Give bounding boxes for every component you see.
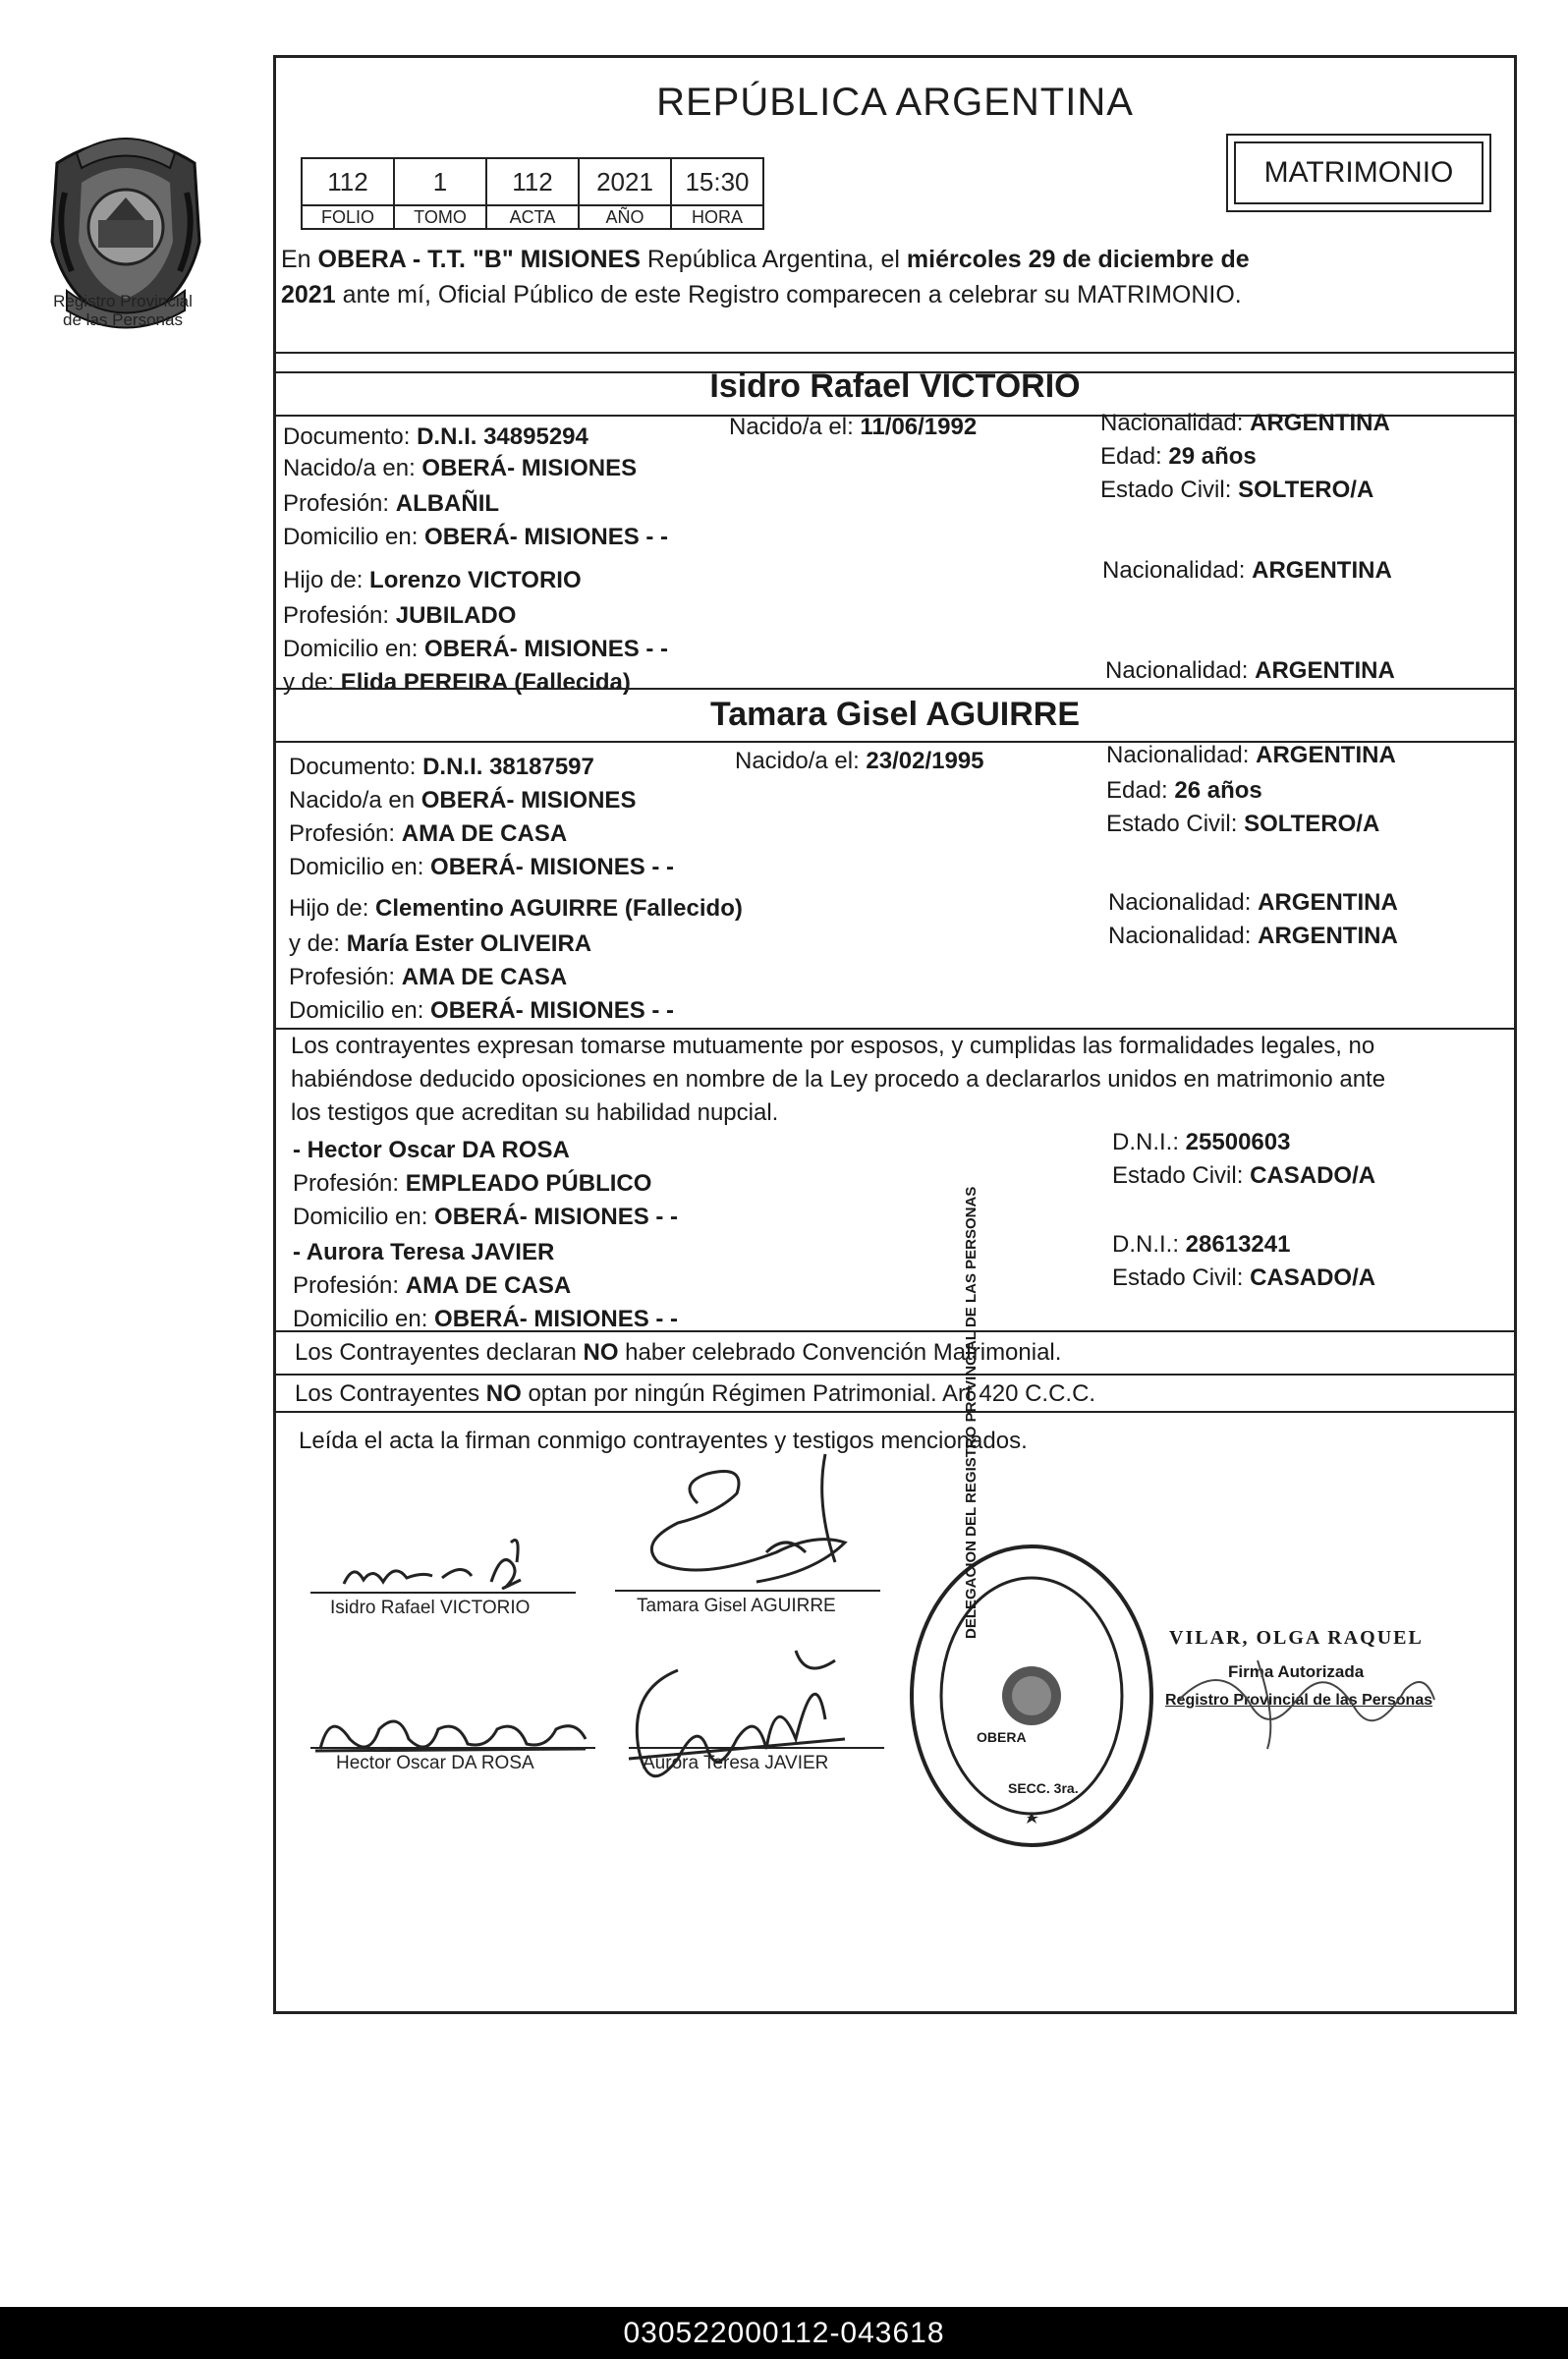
groom-birthdate: Nacido/a el: 11/06/1992 <box>729 414 978 440</box>
bride-document: Documento: D.N.I. 38187597 <box>289 754 594 780</box>
bride-father-nationality: Nacionalidad: ARGENTINA <box>1108 889 1398 916</box>
ano-value: 2021 <box>579 158 671 205</box>
witness-2-civil-status: Estado Civil: CASADO/A <box>1112 1264 1376 1291</box>
bride-signature-icon <box>619 1444 874 1611</box>
witness-2-signature-icon <box>609 1631 865 1808</box>
bride-profession: Profesión: AMA DE CASA <box>289 820 568 847</box>
acta-value: 112 <box>486 158 579 205</box>
document-code: 030522000112-043618 <box>0 2307 1568 2359</box>
bride-name: Tamara Gisel AGUIRRE <box>709 696 1080 733</box>
intro-date: miércoles 29 de diciembre de <box>906 246 1250 273</box>
convention-line-2: Los Contrayentes NO optan por ningún Régimen Patrimonial. Art 420 C.C.C. <box>295 1380 1096 1407</box>
bride-address: Domicilio en: OBERÁ- MISIONES - - <box>289 854 675 880</box>
folio-value: 112 <box>302 158 394 205</box>
groom-father: Hijo de: Lorenzo VICTORIO <box>283 567 582 593</box>
registry-caption: Registro Provincial de las Personas <box>53 292 193 329</box>
witness-1-signature-label: Hector Oscar DA ROSA <box>336 1753 534 1773</box>
official-org: Registro Provincial de las Personas <box>1165 1692 1433 1709</box>
page-title: REPÚBLICA ARGENTINA <box>656 81 1134 124</box>
official-signature-icon <box>1159 1641 1454 1759</box>
groom-address: Domicilio en: OBERÁ- MISIONES - - <box>283 524 669 550</box>
convention-line-1: Los Contrayentes declaran NO haber celebrado Convención Matrimonial. <box>295 1339 1062 1366</box>
groom-profession: Profesión: ALBAÑIL <box>283 490 500 517</box>
divider <box>273 1374 1517 1376</box>
groom-nationality: Nacionalidad: ARGENTINA <box>1100 410 1390 436</box>
witness-2-dni: D.N.I.: 28613241 <box>1112 1231 1291 1258</box>
signature-line <box>310 1592 576 1594</box>
witness-1-dni: D.N.I.: 25500603 <box>1112 1129 1291 1155</box>
tomo-label: TOMO <box>394 205 486 229</box>
registry-stamp-icon <box>904 1539 1159 1853</box>
groom-father-address: Domicilio en: OBERÁ- MISIONES - - <box>283 636 669 662</box>
document-type: MATRIMONIO <box>1234 141 1484 204</box>
groom-age: Edad: 29 años <box>1100 443 1257 470</box>
signature-line <box>629 1747 884 1749</box>
bride-birthplace: Nacido/a en OBERÁ- MISIONES <box>289 787 637 814</box>
witness-2-signature-label: Aurora Teresa JAVIER <box>643 1753 829 1773</box>
tomo-value: 1 <box>394 158 486 205</box>
declaration-paragraph: Los contrayentes expresan tomarse mutuamente por esposos, y cumplidas las formalidades legales, no habiéndose deducido oposiciones en nombre de la Ley procedo a declararlos unidos en matrimonio ante los testigos que acreditan su habilidad nupcial. <box>291 1033 1386 1126</box>
stamp-inner-left: OBERA <box>977 1729 1027 1745</box>
stamp-inner-bottom: SECC. 3ra. <box>1008 1780 1079 1796</box>
witness-1-address: Domicilio en: OBERÁ- MISIONES - - <box>293 1204 679 1230</box>
witness-2-address: Domicilio en: OBERÁ- MISIONES - - <box>293 1306 679 1332</box>
divider <box>273 352 1517 354</box>
bride-mother-profession: Profesión: AMA DE CASA <box>289 964 568 990</box>
bride-father: Hijo de: Clementino AGUIRRE (Fallecido) <box>289 895 743 922</box>
groom-mother-nationality: Nacionalidad: ARGENTINA <box>1105 657 1395 684</box>
document-type-box <box>1226 134 1491 212</box>
signature-line <box>310 1747 595 1749</box>
groom-signature-label: Isidro Rafael VICTORIO <box>330 1598 531 1618</box>
bride-mother-nationality: Nacionalidad: ARGENTINA <box>1108 923 1398 949</box>
groom-name: Isidro Rafael VICTORIO <box>709 367 1081 405</box>
closing-statement: Leída el acta la firman conmigo contrayentes y testigos mencionados. <box>299 1428 1028 1454</box>
official-name: VILAR, OLGA RAQUEL <box>1169 1627 1424 1649</box>
divider <box>273 1330 1517 1332</box>
witness-2-name: - Aurora Teresa JAVIER <box>293 1239 555 1265</box>
hora-value: 15:30 <box>671 158 763 205</box>
intro-paragraph: En OBERA - T.T. "B" MISIONES República Argentina, el miércoles 29 de diciembre de 2021 ante mí, Oficial Público de este Registro comparecen a celebrar su MATRIMONIO. <box>281 246 1250 309</box>
groom-document: Documento: D.N.I. 34895294 <box>283 423 588 450</box>
groom-father-profession: Profesión: JUBILADO <box>283 602 517 629</box>
intro-place: OBERA - T.T. "B" MISIONES <box>317 246 641 273</box>
official-role: Firma Autorizada <box>1228 1662 1365 1681</box>
register-boxes <box>301 157 764 230</box>
witness-1-name: - Hector Oscar DA ROSA <box>293 1137 570 1163</box>
groom-civil-status: Estado Civil: SOLTERO/A <box>1100 477 1374 503</box>
hora-label: HORA <box>671 205 763 229</box>
divider <box>273 1411 1517 1413</box>
bride-signature-label: Tamara Gisel AGUIRRE <box>637 1596 836 1616</box>
ano-label: AÑO <box>579 205 671 229</box>
signature-line <box>615 1590 880 1592</box>
bride-civil-status: Estado Civil: SOLTERO/A <box>1106 811 1380 837</box>
bride-age: Edad: 26 años <box>1106 777 1262 804</box>
bride-mother: y de: María Ester OLIVEIRA <box>289 930 592 957</box>
groom-mother: y de: Elida PEREIRA (Fallecida) <box>283 669 631 696</box>
witness-1-profession: Profesión: EMPLEADO PÚBLICO <box>293 1170 652 1197</box>
folio-label: FOLIO <box>302 205 394 229</box>
bride-nationality: Nacionalidad: ARGENTINA <box>1106 742 1396 768</box>
groom-birthplace: Nacido/a en: OBERÁ- MISIONES <box>283 455 638 481</box>
witness-1-civil-status: Estado Civil: CASADO/A <box>1112 1162 1376 1189</box>
bride-birthdate: Nacido/a el: 23/02/1995 <box>735 748 984 774</box>
divider <box>273 688 1517 690</box>
groom-father-nationality: Nacionalidad: ARGENTINA <box>1102 557 1392 584</box>
witness-2-profession: Profesión: AMA DE CASA <box>293 1272 572 1299</box>
acta-label: ACTA <box>486 205 579 229</box>
stamp-ring-text: DELEGACION DEL REGISTRO PROVINCIAL DE LAS PERSONAS <box>963 1186 980 1639</box>
bride-mother-address: Domicilio en: OBERÁ- MISIONES - - <box>289 997 675 1024</box>
